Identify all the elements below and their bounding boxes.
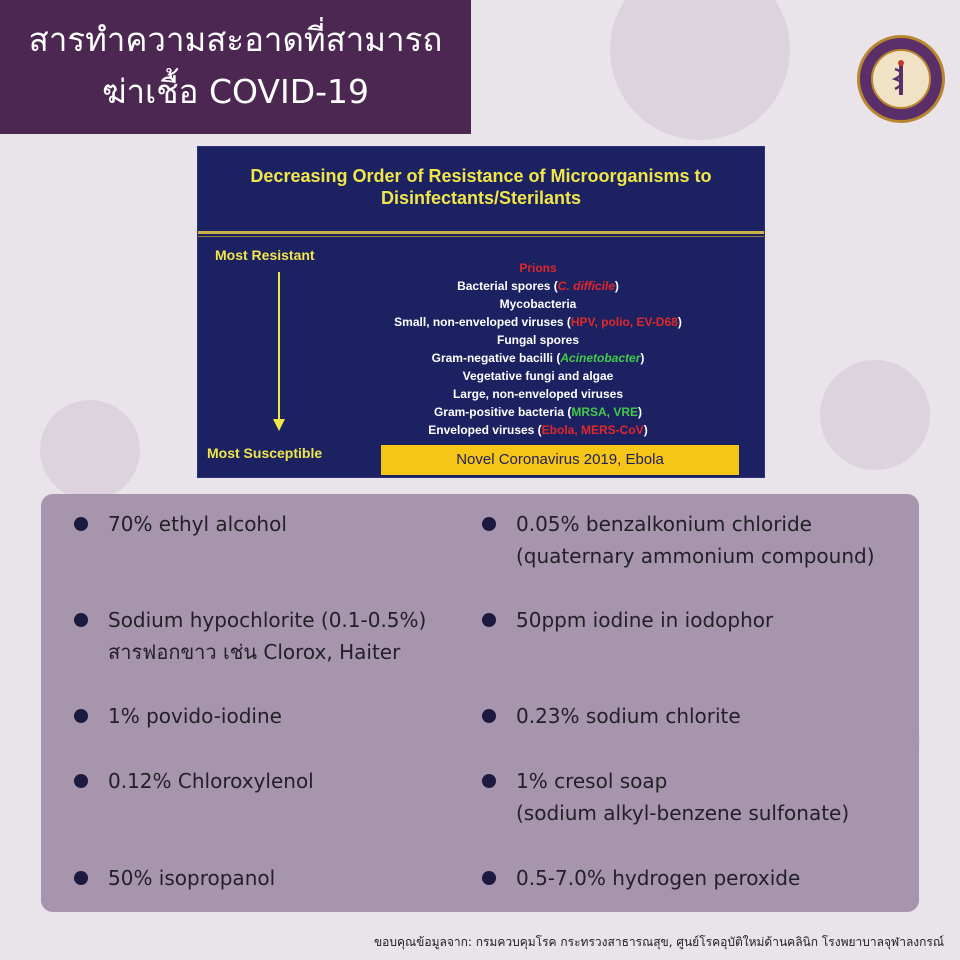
page-title-line2: ฆ่าเชื้อ COVID-19 (101, 72, 370, 111)
organism-item: Large, non-enveloped viruses (452, 387, 624, 401)
highlight-box: Novel Coronavirus 2019, Ebola (381, 445, 739, 475)
organism-item: Fungal spores (496, 333, 579, 347)
slide-divider (198, 231, 764, 234)
organism-item: Mycobacteria (499, 297, 577, 311)
slide-divider (198, 236, 764, 237)
bullet-icon (482, 517, 496, 531)
source-credit: ขอบคุณข้อมูลจาก: กรมควบคุมโรค กระทรวงสาธารณสุข, ศูนย์โรคอุบัติใหม่ด้านคลินิก โรงพยาบาลจุฬาลงกรณ์ (373, 935, 944, 949)
organism-item: Gram-negative bacilli (Acinetobacter) (431, 351, 645, 365)
organism-list (328, 259, 748, 439)
title-banner (0, 0, 471, 134)
background-virus-shape (40, 400, 140, 500)
bullet-icon (482, 774, 496, 788)
organism-item: Prions (519, 261, 557, 275)
bullet-icon (482, 709, 496, 723)
bullet-icon (482, 613, 496, 627)
most-susceptible-label: Most Susceptible (207, 445, 323, 461)
bullet-icon (74, 709, 88, 723)
organism-item: Small, non-enveloped viruses (HPV, polio, EV-D68) (394, 315, 682, 329)
resistance-arrow-icon (278, 272, 280, 422)
disinfectant-panel: 70% ethyl alcohol Sodium hypochlorite (0.1-0.5%) สารฟอกขาว เช่น Clorox, Haiter 1% povido-iodine 0.12% Chloroxylenol 50% isopropanol 0.05% benzalkonium chloride (quaternary ammonium compound) 50ppm iodine in iodophor 0.23% sodium chlorite 1% cresol soap (sodium alkyl-benzene sulfonate) 0.5-7.0% hydrogen peroxide (41, 494, 919, 912)
bullet-icon (74, 517, 88, 531)
bullet-icon (482, 871, 496, 885)
background-virus-shape (820, 360, 930, 470)
background-virus-shape (610, 0, 790, 140)
organism-item: Enveloped viruses (Ebola, MERS-CoV) (428, 423, 648, 437)
bullet-icon (74, 871, 88, 885)
resistance-order-slide (197, 146, 765, 478)
page-title-line1: สารทำความสะอาดที่สามารถ (28, 20, 443, 59)
bullet-icon (74, 613, 88, 627)
organism-item: Gram-positive bacteria (MRSA, VRE) (433, 405, 643, 419)
arrow-down-icon (273, 419, 285, 431)
organism-item: Bacterial spores (C. difficile) (457, 279, 619, 293)
dental-council-seal-icon (857, 35, 945, 123)
bullet-icon (74, 774, 88, 788)
organism-item: Vegetative fungi and algae (462, 369, 614, 383)
slide-title: Decreasing Order of Resistance of Microorganisms to Disinfectants/Sterilants (250, 166, 712, 208)
most-resistant-label: Most Resistant (215, 247, 315, 263)
